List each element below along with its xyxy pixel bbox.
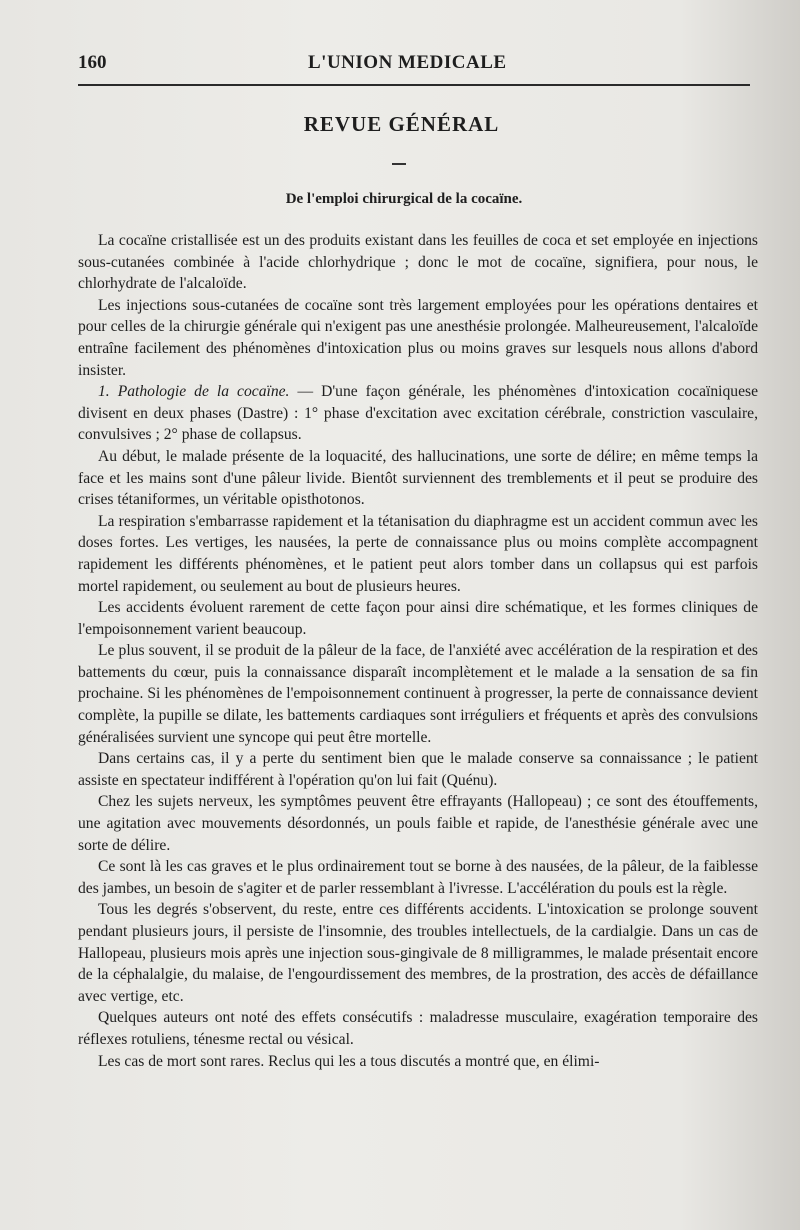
- paragraph: Les accidents évoluent rarement de cette façon pour ainsi dire schématique, et les formes cliniques de l'empoisonnement varient beaucoup.: [78, 599, 758, 638]
- header-rule: [78, 84, 750, 86]
- pathology-heading: 1. Pathologie de la cocaïne.: [98, 383, 290, 401]
- paragraph: La cocaïne cristallisée est un des produits existant dans les feuilles de coca et set employée en injections sous-cutanées combinée à l'acide chlorhydrique ; donc le mot de cocaïne, signifiera, pour nous, le chlorhydrate de l'alcaloïde.: [78, 232, 758, 293]
- article-title: De l'emploi chirurgical de la cocaïne.: [285, 191, 523, 207]
- paragraph: Les injections sous-cutanées de cocaïne sont très largement employées pour les opérations dentaires et pour celles de la chirurgie générale qui n'exigent pas une anesthésie prolongée. Malheureusement, l'alcaloïde entraîne facilement des phénomènes d'intoxication plus ou moins graves sur lesquels nous allons d'abord insister.: [78, 296, 758, 379]
- pathology-text: — D'une façon générale, les phénomènes d'intoxication cocaïniquese divisent en deux phases (Dastre) : 1° phase d'excitation avec excitation cérébrale, constriction vasculaire, convulsives ; 2° phase de collapsus.: [78, 383, 758, 444]
- paragraph: Chez les sujets nerveux, les symptômes peuvent être effrayants (Hallopeau) ; ce sont des étouffements, une agitation avec mouvements désordonnés, un pouls faible et rapide, de l'anesthésie générale avec une sorte de délire.: [78, 793, 758, 854]
- paragraph: La respiration s'embarrasse rapidement et la tétanisation du diaphragme est un accident commun avec les doses fortes. Les vertiges, les nausées, la perte de connaissance plus ou moins complète accompagnent rapidement les différents phénomènes, et le patient peut alors tomber dans un collapsus qui est parfois mortel rapidement, ou seulement au bout de plusieurs heures.: [78, 512, 758, 595]
- section-title: REVUE GÉNÉRAL: [303, 112, 500, 136]
- running-header: [78, 52, 760, 76]
- title-dash: [392, 163, 406, 165]
- paragraph-pathology: [78, 381, 758, 446]
- journal-title: L'UNION MEDICALE: [308, 52, 507, 73]
- paragraph: Au début, le malade présente de la loquacité, des hallucinations, une sorte de délire; en même temps la face et les mains sont d'une pâleur livide. Bientôt surviennent des tremblements et il peut se produire des crises tétaniformes, un véritable opisthotonos.: [78, 447, 758, 509]
- paragraph: Quelques auteurs ont noté des effets consécutifs : maladresse musculaire, exagération temporaire des réflexes rotuliens, ténesme rectal ou vésical.: [78, 1009, 758, 1048]
- paragraph: Tous les degrés s'observent, du reste, entre ces différents accidents. L'intoxication se prolonge souvent pendant plusieurs jours, il persiste de l'insomnie, des troubles intellectuels, de la cardialgie. Dans un cas de Hallopeau, plusieurs mois après une injection sous-gingivale de 8 milligrammes, le malade présentait encore de la céphalalgie, du malaise, de l'engourdissement des membres, de la prostration, des accès de défaillance avec vertige, etc.: [78, 901, 758, 1005]
- page-number: 160: [78, 52, 107, 73]
- paragraph: Le plus souvent, il se produit de la pâleur de la face, de l'anxiété avec accélération de la respiration et des battements du cœur, puis la connaissance disparaît incomplètement et le malade a la sensation de sa fin prochaine. Si les phénomènes de l'empoisonnement continuent à progresser, la perte de connaissance devient complète, la pupille se dilate, les battements cardiaques sont irréguliers et fréquents et après des convulsions généralisées survient une syncope qui peut être mortelle.: [78, 642, 758, 746]
- article-body: [78, 230, 758, 1072]
- paragraph: Ce sont là les cas graves et le plus ordinairement tout se borne à des nausées, de la pâleur, de la faiblesse des jambes, un besoin de s'agiter et de parler ressemblant à l'ivresse. L'accélération du pouls est la règle.: [78, 858, 758, 897]
- paragraph: Les cas de mort sont rares. Reclus qui les a tous discutés a montré que, en élimi-: [98, 1052, 600, 1070]
- paragraph: Dans certains cas, il y a perte du sentiment bien que le malade conserve sa connaissance ; le patient assiste en spectateur indifférent à l'opération qu'on lui fait (Quénu).: [78, 750, 758, 789]
